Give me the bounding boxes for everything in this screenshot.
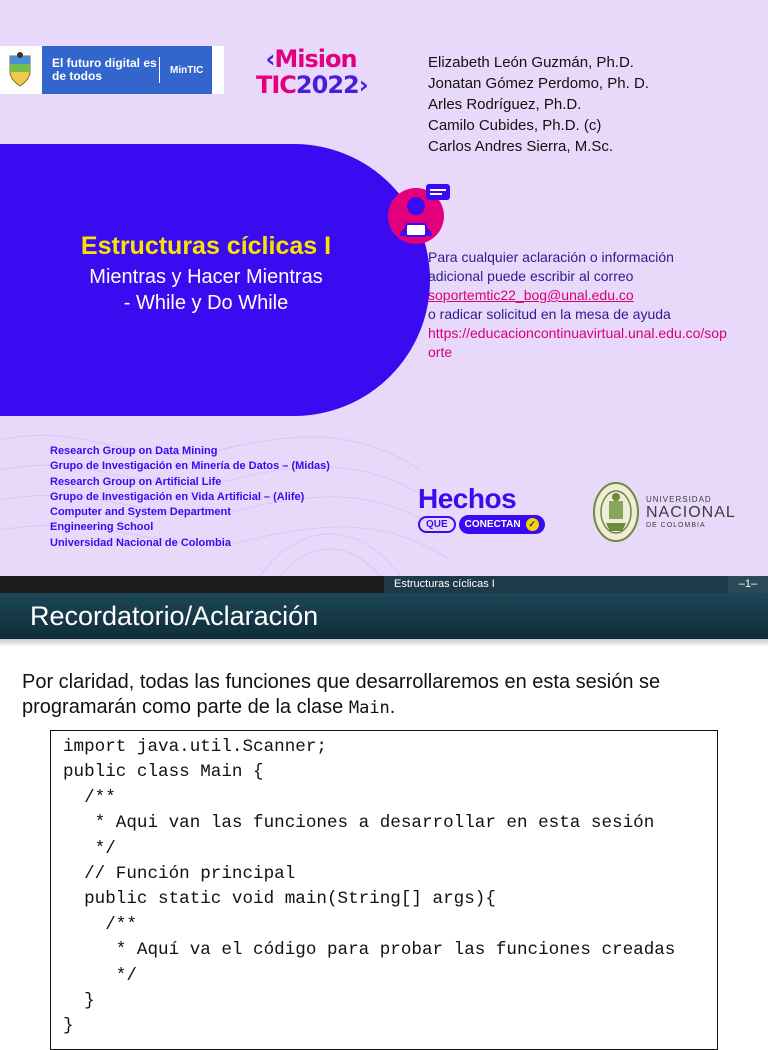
unal-text-colombia: DE COLOMBIA bbox=[646, 522, 706, 529]
group-item: Grupo de Investigación en Vida Artificial – (Alife) bbox=[50, 490, 305, 503]
contact-info bbox=[428, 248, 728, 362]
slide-title-bar bbox=[0, 593, 768, 639]
unal-seal-icon bbox=[592, 481, 640, 543]
code-line: public class Main { bbox=[63, 762, 264, 783]
unal-text-nacional: NACIONAL bbox=[646, 504, 736, 521]
code-block bbox=[50, 730, 718, 1050]
conectan-badge bbox=[459, 515, 545, 534]
group-item: Research Group on Artificial Life bbox=[50, 475, 222, 488]
tic-word: TIC bbox=[256, 71, 296, 99]
year-word: 2022 bbox=[295, 71, 359, 99]
author-item: Elizabeth León Guzmán, Ph.D. bbox=[428, 54, 634, 71]
support-email-link[interactable]: soportemtic22_bog@unal.edu.co bbox=[428, 287, 634, 303]
author-item: Camilo Cubides, Ph.D. (c) bbox=[428, 117, 602, 134]
unal-text-university: UNIVERSIDAD bbox=[646, 495, 712, 504]
group-item: Grupo de Investigación en Minería de Datos – (Midas) bbox=[50, 460, 330, 473]
title-shadow bbox=[0, 639, 768, 647]
conectan-word: CONECTAN bbox=[464, 519, 521, 530]
slide-header-bar bbox=[0, 576, 768, 593]
page-number: –1– bbox=[728, 576, 768, 593]
code-line: // Función principal bbox=[63, 864, 296, 885]
mintic-badge: MinTIC bbox=[170, 64, 204, 76]
slide-title: Recordatorio/Aclaración bbox=[30, 601, 319, 631]
contact-line: Para cualquier aclaración o información bbox=[428, 249, 674, 265]
gov-logo-box bbox=[42, 46, 212, 94]
gov-logo bbox=[0, 46, 224, 94]
check-icon: ✓ bbox=[526, 518, 539, 531]
gov-logo-text: El futuro digital es de todos bbox=[42, 57, 160, 83]
code-line: /** bbox=[63, 914, 137, 935]
author-item: Carlos Andres Sierra, M.Sc. bbox=[428, 138, 614, 155]
support-url-link[interactable]: https://educacioncontinuavirtual.unal.edu.co/soporte bbox=[428, 325, 727, 360]
header-bar-left bbox=[0, 576, 384, 593]
code-line: } bbox=[63, 1016, 74, 1037]
subtitle-line: Mientras y Hacer Mientras bbox=[89, 266, 323, 288]
intro-class-name: Main bbox=[348, 698, 390, 718]
mision-tic-logo: ‹Mision TIC2022› bbox=[256, 45, 368, 99]
mision-word: Mision bbox=[274, 45, 357, 73]
author-item: Arles Rodríguez, Ph.D. bbox=[428, 96, 582, 113]
intro-end: . bbox=[389, 696, 396, 718]
code-line: * Aquí va el código para probar las funciones creadas bbox=[63, 940, 676, 961]
intro-paragraph bbox=[22, 670, 742, 721]
code-line: */ bbox=[63, 838, 116, 859]
author-item: Jonatan Gómez Perdomo, Ph. D. bbox=[428, 75, 649, 92]
que-word: QUE bbox=[418, 516, 456, 533]
code-line: } bbox=[63, 991, 95, 1012]
subtitle-line: - While y Do While bbox=[123, 292, 289, 314]
group-item: Universidad Nacional de Colombia bbox=[50, 536, 231, 549]
code-line: /** bbox=[63, 787, 116, 808]
group-item: Research Group on Data Mining bbox=[50, 445, 218, 457]
group-item: Engineering School bbox=[50, 521, 154, 534]
research-groups bbox=[50, 444, 330, 551]
code-line: * Aqui van las funciones a desarrollar en esta sesión bbox=[63, 813, 655, 834]
contact-line: o radicar solicitud en la mesa de ayuda bbox=[428, 306, 671, 322]
slide-title: Estructuras cíclicas I bbox=[80, 232, 332, 260]
unal-logo bbox=[592, 480, 742, 544]
code-line: import java.util.Scanner; bbox=[63, 737, 327, 757]
code-content bbox=[63, 735, 675, 1040]
support-agent-icon bbox=[386, 180, 452, 246]
contact-line: adicional puede escribir al correo bbox=[428, 268, 634, 284]
header-section-name: Estructuras cíclicas I bbox=[384, 576, 728, 593]
group-item: Computer and System Department bbox=[50, 506, 231, 519]
code-line: */ bbox=[63, 965, 137, 986]
code-line: public static void main(String[] args){ bbox=[63, 889, 496, 910]
authors-list bbox=[428, 52, 649, 157]
colombia-shield-icon bbox=[6, 52, 34, 88]
hechos-word: Hechos bbox=[418, 483, 517, 514]
hechos-que-conectan-logo bbox=[418, 484, 578, 536]
intro-text: Por claridad, todas las funciones que desarrollaremos en esta sesión se programarán como parte de la clase bbox=[22, 671, 661, 718]
slide-subtitle bbox=[0, 264, 412, 316]
